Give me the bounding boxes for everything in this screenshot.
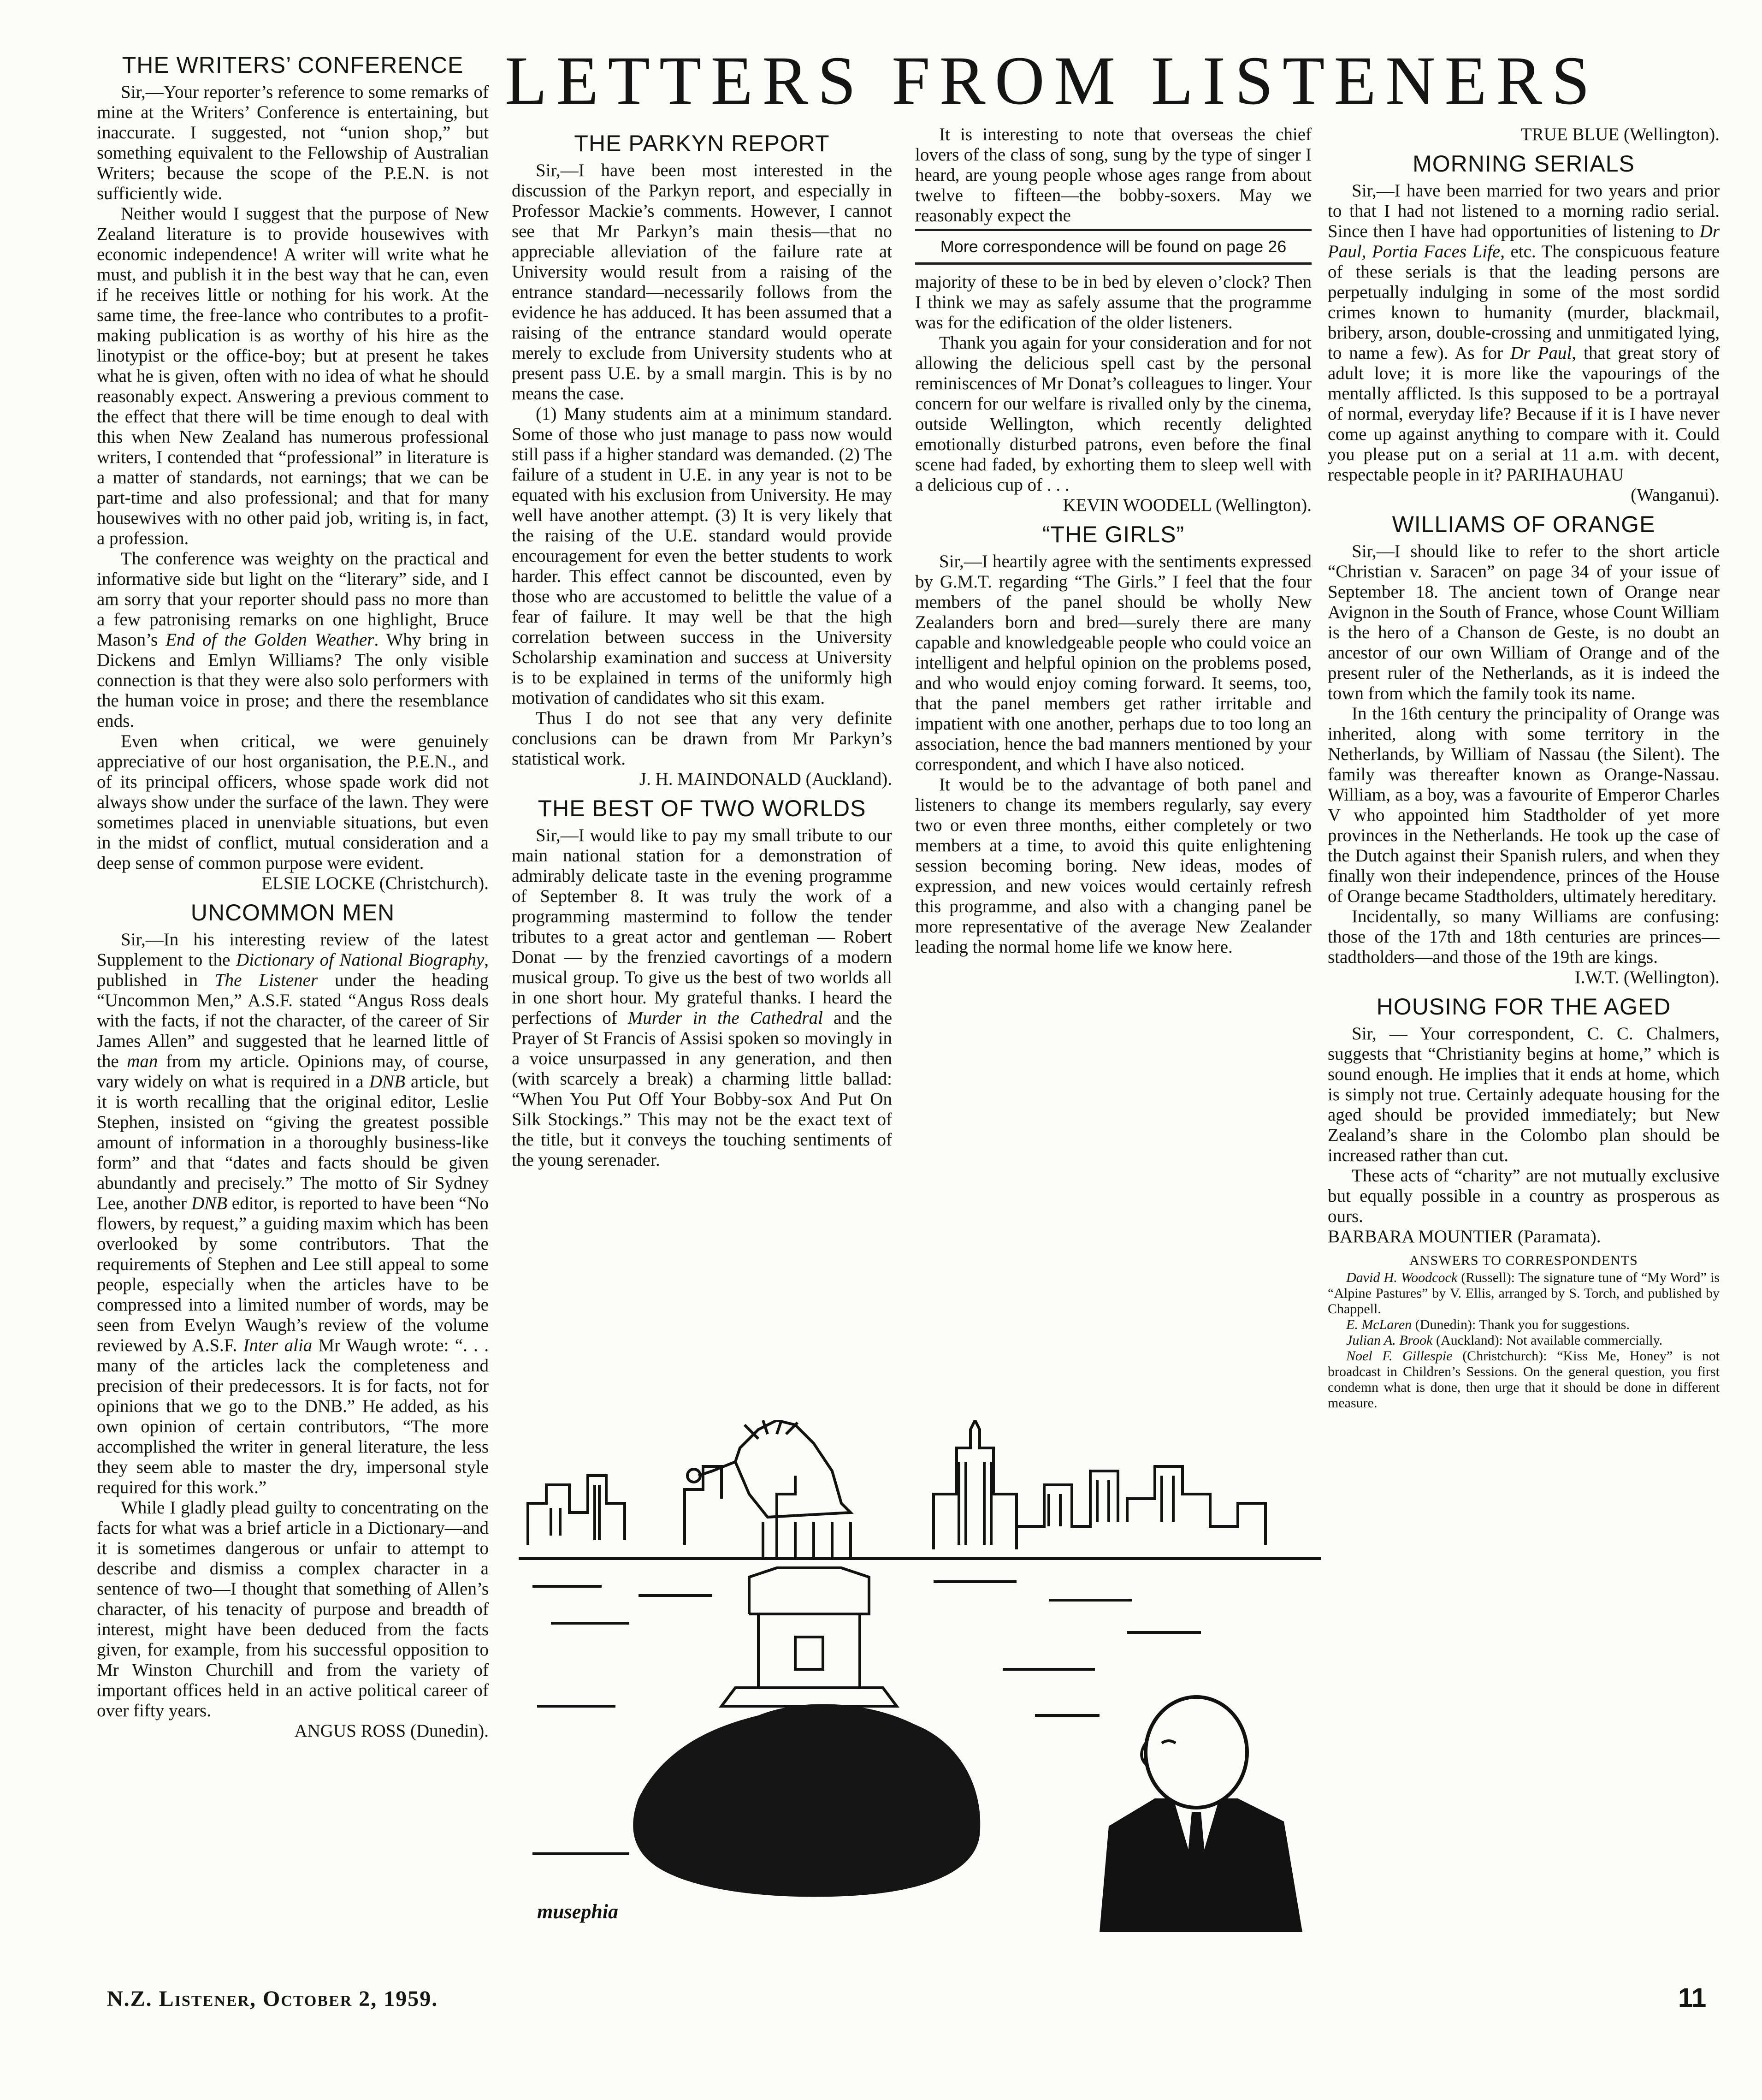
- serials-paragraph-1: Sir,—I have been married for two years and prior to that I had not listened to a morning radio serial. Since then I have had opportunities of listening to Dr Paul, Portia Faces Life, etc. The conspicuous feature of these serials is that the leading persons are perpetually indulging in some of the most sordid crimes known to humanity (murder, blackmail, bribery, arson, double-crossing and unmitigated lying, to name a few). As for Dr Paul, that great story of adult love; it is more like the vapourings of the mentally afflicted. Is this supposed to be a portrayal of normal, everyday life? Because if it is I have never come up against anything to compare with it. Could you please put on a serial at 11 a.m. with decent, respectable people in it? PARIHAUHAU: [1328, 181, 1720, 485]
- heading-housing-for-the-aged: HOUSING FOR THE AGED: [1376, 994, 1671, 1020]
- housing-signature: BARBARA MOUNTIER (Paramata).: [1328, 1227, 1601, 1246]
- column-1: [97, 46, 489, 1964]
- answers-heading: ANSWERS TO CORRESPONDENTS: [1409, 1253, 1638, 1268]
- uncommon-signature: ANGUS ROSS (Dunedin).: [294, 1721, 489, 1741]
- housing-paragraph-2: These acts of “charity” are not mutually exclusive but equally possible in a country as prosperous as ours.: [1328, 1166, 1720, 1226]
- cartoon-signature: musephia: [537, 1900, 619, 1923]
- answer-item: Julian A. Brook (Auckland): Not available commercially.: [1346, 1333, 1663, 1348]
- writers-paragraph-2: Neither would I suggest that the purpose of New Zealand literature is to provide housewives with economic independence! A writer will write what he must, and publish it in the best way that he can, even if he receives little or nothing for his work. At the same time, the free-lance who contributes to a profit-making publication is as worthy of his hire as the linotypist or the office-boy; but at present he takes what he is given, often with no idea of what he should reasonably expect. Answering a previous comment to the effect that there will be time enough to deal with this when New Zealand has numerous professional writers, I contended that “professional” in literature is a matter of standards, not earnings; that we can be part-time and also professional; and that for many housewives with no other paid job, writing is, in fact, a profession.: [97, 204, 489, 548]
- orange-paragraph-2: In the 16th century the principality of Orange was inherited, along with some territory in the Netherlands, by William of Nassau (the Silent). The family was thereafter known as Orange-Nassau. William, as a boy, was a favourite of Emperor Charles V who appointed him Stadtholder of yet more provinces in the Netherlands. He took up the case of the Dutch against their Spanish rulers, and when they finally won their independence, princes of the House of Orange became Stadtholders, ultimately hereditary.: [1328, 704, 1720, 906]
- heading-best-of-two-worlds: THE BEST OF TWO WORLDS: [538, 795, 866, 821]
- girls-signature: TRUE BLUE (Wellington).: [1520, 125, 1720, 144]
- answer-item: David H. Woodcock (Russell): The signature tune of “My Word” is “Alpine Pastures” by V. Ellis, arranged by S. Torch, and published by Chappell.: [1328, 1270, 1720, 1317]
- best-paragraph-3: Thank you again for your consideration and for not allowing the delicious spell cast by the personal reminiscences of Mr Donat’s colleagues to linger. Your concern for our welfare is rivalled only by the cinema, outside Wellington, which recently delighted emotionally disturbed patrons, even before the final scene had faded, by exhorting them to sleep well with a delicious cup of . . .: [915, 333, 1312, 495]
- housing-paragraph-1: Sir, — Your correspondent, C. C. Chalmers, suggests that “Christianity begins at home,” which is sound enough. He implies that it ends at home, which is simply not true. Certainly adequate housing for the aged should be provided immediately; but New Zealand’s share in the Colombo plan should be increased rather than cut.: [1328, 1024, 1720, 1165]
- writers-signature: ELSIE LOCKE (Christchurch).: [261, 873, 489, 893]
- heading-morning-serials: MORNING SERIALS: [1413, 151, 1635, 177]
- parkyn-paragraph-3: Thus I do not see that any very definite conclusions can be drawn from Mr Parkyn’s statistical work.: [512, 708, 892, 769]
- writers-paragraph-1: Sir,—Your reporter’s reference to some remarks of mine at the Writers’ Conference is entertaining, but inaccurate. I suggested, not “union shop,” but something equivalent to the Fellowship of Australian Writers; because the scope of the P.E.N. is not sufficiently wide.: [97, 82, 489, 203]
- writers-paragraph-4: Even when critical, we were genuinely appreciative of our host organisation, the P.E.N., and of its principal officers, whose spade work did not always show under the surface of the lawn. They were sometimes placed in unenviable situations, but even in the midst of conflict, mutual consideration and a deep sense of common purpose were evident.: [97, 731, 489, 873]
- uncommon-paragraph-2: While I gladly plead guilty to concentrating on the facts for what was a brief article in a Dictionary—and it is sometimes dangerous or unfair to attempt to describe and dismiss a complex character in a sentence of two—I thought that something of Allen’s character, of his tenacity of purpose and breadth of interest, might have been deduced from the facts given, for example, from his successful opposition to Mr Winston Churchill and from the variety of important offices held in an active political career of over fifty years.: [97, 1498, 489, 1720]
- page-title: LETTERS FROM LISTENERS: [505, 42, 1599, 119]
- best-paragraph-2-continued: majority of these to be in bed by eleven o’clock? Then I think we may as safely assume that the programme was for the edification of the older listeners.: [915, 272, 1312, 332]
- answer-item: Noel F. Gillespie (Christchurch): “Kiss Me, Honey” is not broadcast in Children’s Sessions. On the general question, you first condemn what is done, then urge that it should be done in different measure.: [1328, 1348, 1720, 1411]
- serials-signature: (Wanganui).: [1631, 485, 1720, 505]
- footer-masthead-date: N.Z. Listener, October 2, 1959.: [107, 1987, 438, 2011]
- parkyn-signature: J. H. MAINDONALD (Auckland).: [639, 769, 892, 789]
- heading-williams-of-orange: WILLIAMS OF ORANGE: [1392, 511, 1656, 537]
- column-3: [915, 125, 1312, 1411]
- uncommon-paragraph-1: Sir,—In his interesting review of the latest Supplement to the Dictionary of National Biography, published in The Listener under the heading “Uncommon Men,” A.S.F. stated “Angus Ross deals with the facts, if not the character, of the career of Sir James Allen” and suggested that he learned little of the man from my article. Opinions may, of course, vary widely on what is required in a DNB article, but it is worth recalling that the original editor, Leslie Stephen, insisted on “giving the greatest possible amount of information in a thoroughly business-like form” and that “dates and facts should be given abundantly and precisely.” The motto of Sir Sydney Lee, another DNB editor, is reported to have been “No flowers, by request,” a guiding maxim which has been overlooked by some contributors. That the requirements of Stephen and Lee still appeal to some people, especially when the articles have to be compressed into a limited number of words, may be seen from Evelyn Waugh’s review of the volume reviewed by A.S.F. Inter alia Mr Waugh wrote: “. . . many of the articles lack the completeness and precision of their predecessors. It is for facts, not for opinions that we go to the DNB.” He added, as his own opinion of certain contributors, “The more accomplished the writer in general literature, the less they seem able to master the dry, impersonal style required for this work.”: [97, 930, 489, 1497]
- heading-writers-conference: THE WRITERS’ CONFERENCE: [122, 52, 464, 78]
- heading-the-girls: “THE GIRLS”: [1042, 522, 1185, 547]
- orange-signature: I.W.T. (Wellington).: [1574, 967, 1720, 987]
- page-number: 11: [1678, 1983, 1707, 2013]
- answer-item: E. McLaren (Dunedin): Thank you for suggestions.: [1346, 1317, 1630, 1332]
- column-4: [1328, 125, 1720, 1969]
- parkyn-paragraph-2: (1) Many students aim at a minimum standard. Some of those who just manage to pass now would still pass if a higher standard was demanded. (2) The failure of a student in U.E. in any year is not to be equated with his exclusion from University. He may well have another attempt. (3) It is very likely that the raising of the U.E. standard would provide encouragement for even the better students to work harder. This effect cannot be discounted, even by those who are accustomed to belittle the value of a fear of failure. It may well be that the high correlation between success in the University Scholarship examination and success at University is to be explained in terms of the uniformly high motivation of candidates who sit this exam.: [512, 404, 892, 708]
- column-2: [512, 125, 892, 1411]
- cartoon-illustration: [519, 1420, 1321, 1932]
- best-paragraph-2: It is interesting to note that overseas the chief lovers of the class of song, sung by the type of singer I heard, are young people whose ages range from about twelve to fifteen—the bobby-soxers. May we reasonably expect the: [915, 125, 1312, 225]
- writers-paragraph-3: The conference was weighty on the practical and informative side but light on the “literary” side, and I am sorry that your reporter should pass no more than a few patronising remarks on one highlight, Bruce Mason’s End of the Golden Weather. Why bring in Dickens and Emlyn Williams? The only visible connection is that they were also solo performers with the human voice in prose; and there the resemblance ends.: [97, 549, 489, 731]
- heading-parkyn-report: THE PARKYN REPORT: [574, 131, 830, 156]
- heading-uncommon-men: UNCOMMON MEN: [190, 900, 395, 925]
- girls-paragraph-2: It would be to the advantage of both panel and listeners to change its members regularly, say every two or even three months, either completely or two members at a time, to avoid this quite enlightening session becoming boring. New ideas, modes of expression, and new voices would certainly refresh this programme, and also with a changing panel be more representative of the average New Zealander leading the normal home life we know here.: [915, 775, 1312, 957]
- correspondence-notice: More correspondence will be found on page 26: [915, 229, 1312, 265]
- girls-paragraph-1: Sir,—I heartily agree with the sentiments expressed by G.M.T. regarding “The Girls.” I feel that the four members of the panel should be wholly New Zealanders born and bred—surely there are many capable and knowledgeable people who could voice an intelligent and helpful opinion on the problems posed, and who would enjoy coming forward. It seems, too, that the panel members get rather irritable and impatient with one another, perhaps due to too long an association, hence the bad manners mentioned by your correspondent, and which I have also noticed.: [915, 552, 1312, 774]
- parkyn-paragraph-1: Sir,—I have been most interested in the discussion of the Parkyn report, and especially in Professor Mackie’s comments. However, I cannot see that Mr Parkyn’s main thesis—that no appreciable alleviation of the failure rate at University would result from a raising of the entrance standard—necessarily follows from the evidence he has adduced. It has been assumed that a raising of the entrance standard would operate merely to exclude from University students who at present pass U.E. by a small margin. This is by no means the case.: [512, 160, 892, 403]
- orange-paragraph-3: Incidentally, so many Williams are confusing: those of the 17th and 18th centuries are princes—stadtholders—and those of the 19th are kings.: [1328, 907, 1720, 967]
- best-signature: KEVIN WOODELL (Wellington).: [1063, 495, 1312, 515]
- best-paragraph-1: Sir,—I would like to pay my small tribute to our main national station for a demonstration of admirably delicate taste in the evening programme of September 8. It was truly the work of a programming mastermind to follow the tender tributes to a great actor and gentleman — Robert Donat — by the frenzied cavortings of a modern musical group. To give us the best of two worlds all in one short hour. My grateful thanks. I heard the perfections of Murder in the Cathedral and the Prayer of St Francis of Assisi spoken so movingly in a voice unsurpassed in any generation, and then (with scarcely a break) a charming little ballad: “When You Put Off Your Bobby-sox And Put On Silk Stockings.” This may not be the exact text of the title, but it conveys the touching sentiments of the young serenader.: [512, 825, 892, 1170]
- orange-paragraph-1: Sir,—I should like to refer to the short article “Christian v. Saracen” on page 34 of your issue of September 18. The ancient town of Orange near Avignon in the South of France, whose Count William is the hero of a Chanson de Geste, is no doubt an ancestor of our own William of Orange and of the present ruler of the Netherlands, as it is indeed the town from which the family took its name.: [1328, 541, 1720, 703]
